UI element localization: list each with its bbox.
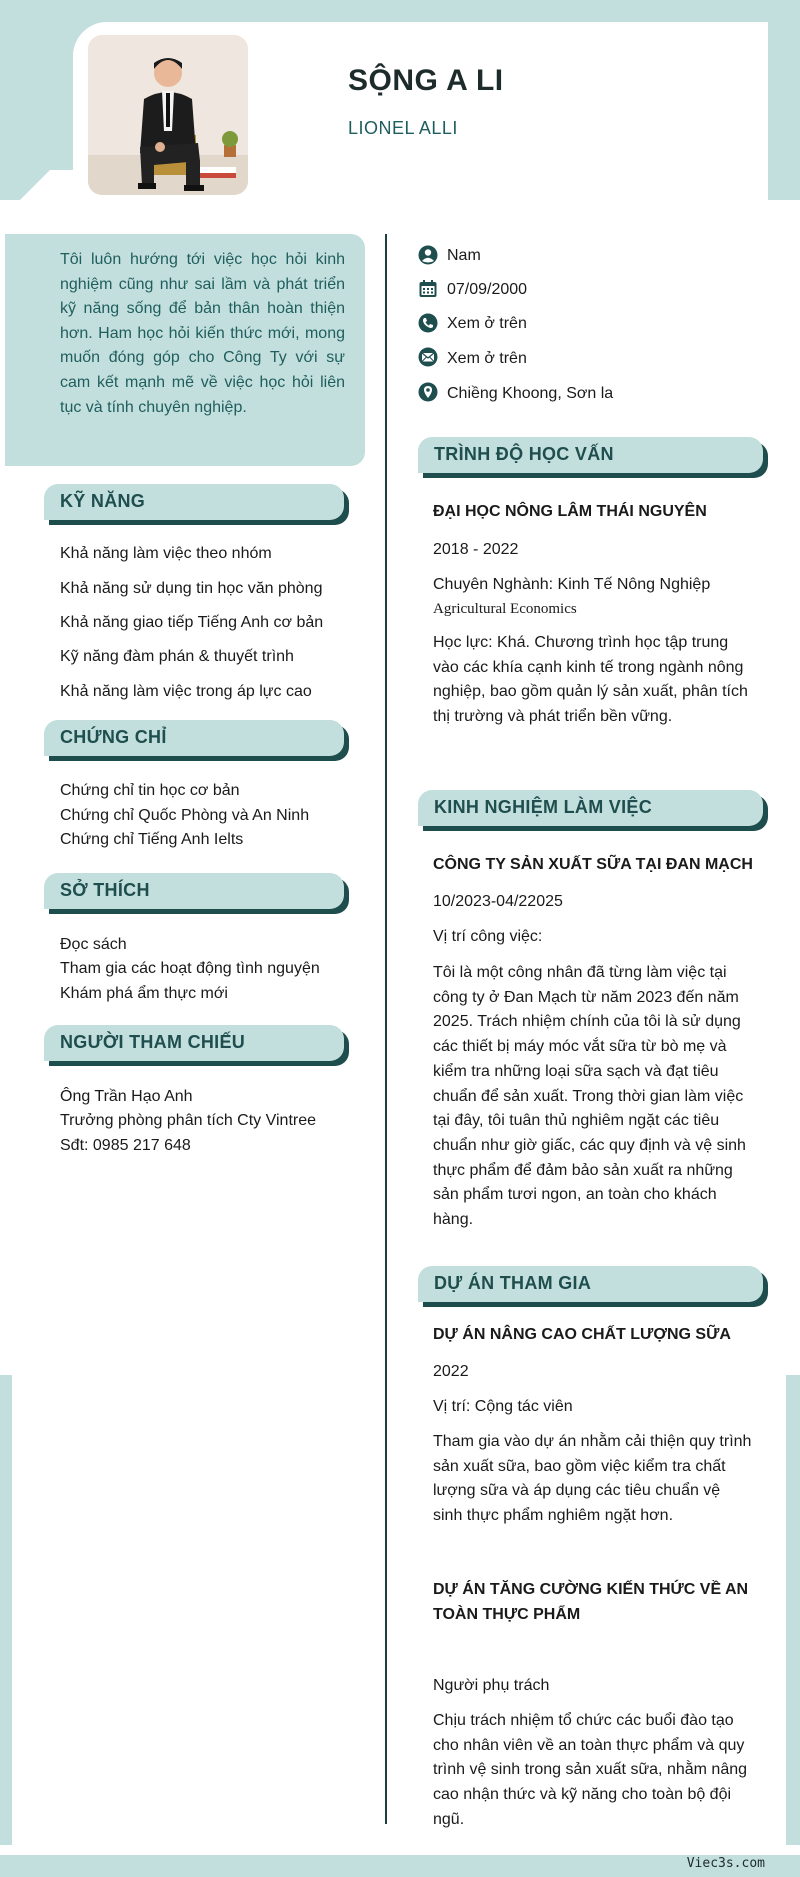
education-major: Chuyên Nghành: Kinh Tế Nông Nghiệp <box>433 576 711 593</box>
experience-title: KINH NGHIỆM LÀM VIỆC <box>434 797 653 817</box>
references-title: NGƯỜI THAM CHIẾU <box>60 1032 246 1052</box>
certificates-title: CHỨNG CHỈ <box>60 727 167 747</box>
profile-photo <box>88 35 248 195</box>
left-border-strip <box>0 1375 12 1845</box>
gender: Nam <box>447 247 481 264</box>
school-name: ĐẠI HỌC NÔNG LÂM THÁI NGUYÊN <box>433 503 707 520</box>
certificate-item: Chứng chỉ Tiếng Anh Ielts <box>60 831 244 848</box>
projects-title: DỰ ÁN THAM GIA <box>434 1273 592 1293</box>
career-objective: Tôi luôn hướng tới việc học hỏi kinh nghiệm cũng như sai lầm và phát triển kỹ năng sống để bản thân hoàn thiện hơn. Ham học hỏi kiến thức mới, mong muốn đóng góp cho Công Ty với sự cam kết mạnh mẽ về việc học hỏi liên tục và tính chuyên nghiệp. <box>60 251 345 416</box>
education-heading <box>418 437 763 473</box>
project-name: DỰ ÁN NÂNG CAO CHẤT LƯỢNG SỮA <box>433 1326 731 1343</box>
project-role: Vị trí: Cộng tác viên <box>433 1398 573 1415</box>
skill-item: Khả năng giao tiếp Tiếng Anh cơ bản <box>60 614 324 631</box>
location-icon <box>418 382 438 402</box>
skills-heading <box>44 484 344 520</box>
mail-icon <box>418 347 438 367</box>
phone-icon <box>418 313 438 333</box>
calendar-icon <box>418 279 438 299</box>
hobbies-title: SỞ THÍCH <box>60 880 150 900</box>
right-border-strip <box>786 1375 800 1845</box>
projects-heading <box>418 1266 763 1302</box>
reference-item: Ông Trần Hạo Anh <box>60 1088 193 1105</box>
user-icon <box>418 245 438 265</box>
reference-item: Sđt: 0985 217 648 <box>60 1137 191 1154</box>
certificate-item: Chứng chỉ tin học cơ bản <box>60 782 240 799</box>
hobby-item: Khám phá ẩm thực mới <box>60 985 228 1002</box>
skills-title: KỸ NĂNG <box>60 491 146 511</box>
skill-item: Kỹ năng đàm phán & thuyết trình <box>60 648 294 665</box>
education-major-english: Agricultural Economics <box>433 601 577 617</box>
footer-bar <box>0 1855 800 1877</box>
experience-period: 10/2023-04/22025 <box>433 893 563 910</box>
skill-item: Khả năng sử dụng tin học văn phòng <box>60 580 323 597</box>
skill-item: Khả năng làm việc trong áp lực cao <box>60 683 312 700</box>
skill-item: Khả năng làm việc theo nhóm <box>60 545 272 562</box>
footer-watermark: Viec3s.com <box>686 1856 765 1871</box>
hobby-item: Đọc sách <box>60 936 127 953</box>
column-divider <box>385 234 387 1824</box>
email: Xem ở trên <box>447 350 527 367</box>
address: Chiềng Khoong, Sơn la <box>447 385 614 402</box>
phone-number: Xem ở trên <box>447 315 527 332</box>
project-role: Người phụ trách <box>433 1677 550 1694</box>
hobbies-heading <box>44 873 344 909</box>
company-name: CÔNG TY SẢN XUẤT SỮA TẠI ĐAN MẠCH <box>433 856 753 873</box>
education-description: Học lực: Khá. Chương trình học tập trung vào các khía cạnh kinh tế trong ngành nông nghiệp, bao gồm quản lý sản xuất, phân tích thị trường và phát triển bền vững. <box>433 634 748 726</box>
certificates-heading <box>44 720 344 756</box>
education-title: TRÌNH ĐỘ HỌC VẤN <box>434 444 614 464</box>
project-year: 2022 <box>433 1363 469 1380</box>
experience-description: Tôi là một công nhân đã từng làm việc tại công ty ở Đan Mạch từ năm 2023 đến năm 2025. Trách nhiệm chính của tôi là sử dụng các thiết bị máy móc vắt sữa từ bò mẹ và kiểm tra những loại sữa sạch và đạt tiêu chuẩn để sản xuất. Trong thời gian làm việc tại đây, tôi tuân thủ nghiêm ngặt các tiêu chuẩn như giờ giấc, các quy định và vệ sinh thực phẩm để đảm bảo sản xuất ra những sản phẩm tươi ngon, an toàn cho khách hàng. <box>433 964 746 1229</box>
date-of-birth: 07/09/2000 <box>447 281 528 298</box>
candidate-name: SỘNG A LI <box>348 64 504 97</box>
experience-position: Vị trí công việc: <box>433 928 543 945</box>
candidate-alias: LIONEL ALLI <box>348 118 458 138</box>
references-heading <box>44 1025 344 1061</box>
project-description: Chịu trách nhiệm tổ chức các buổi đào tạo cho nhân viên về an toàn thực phẩm và quy trình vệ sinh trong sản xuất sữa, nhằm nâng cao nhận thức và kỹ năng cho toàn bộ đội ngũ. <box>433 1712 748 1828</box>
education-period: 2018 - 2022 <box>433 541 519 558</box>
project-description: Tham gia vào dự án nhằm cải thiện quy trình sản xuất sữa, bao gồm việc kiểm tra chất lượng sữa và áp dụng các tiêu chuẩn vệ sinh thực phẩm nghiêm ngặt hơn. <box>433 1433 752 1525</box>
reference-item: Trưởng phòng phân tích Cty Vintree <box>60 1112 317 1129</box>
certificate-item: Chứng chỉ Quốc Phòng và An Ninh <box>60 807 310 824</box>
project-name: DỰ ÁN TĂNG CƯỜNG KIẾN THỨC VỀ AN TOÀN THỰC PHẨM <box>433 1581 749 1623</box>
hobby-item: Tham gia các hoạt động tình nguyện <box>60 960 320 977</box>
experience-heading <box>418 790 763 826</box>
